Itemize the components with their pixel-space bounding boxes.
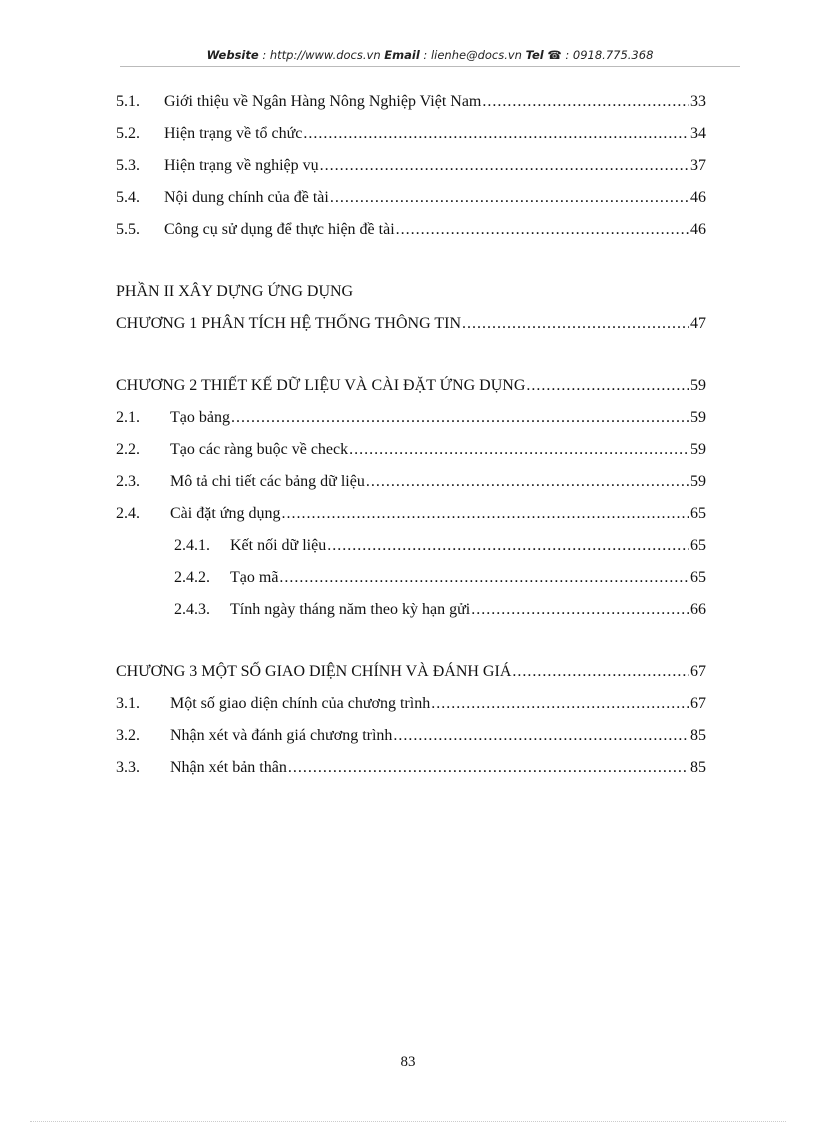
- toc-entry-page: 59: [690, 473, 706, 490]
- chapter-entry: [116, 308, 706, 340]
- toc-entry-page: 37: [690, 157, 706, 174]
- toc-entry-page: 33: [690, 93, 706, 110]
- website-label: Website: [206, 48, 259, 62]
- toc-subentry: [116, 530, 706, 562]
- toc-entry: [116, 688, 706, 720]
- toc-entry-title: Hiện trạng về tổ chức: [164, 125, 303, 142]
- chapter-entry: [116, 656, 706, 688]
- toc-entry-page: 65: [690, 505, 706, 522]
- dot-leader: [366, 466, 689, 498]
- chapter-title: CHƯƠNG 3 MỘT SỐ GIAO DIỆN CHÍNH VÀ ĐÁNH GIÁ: [116, 663, 512, 680]
- toc-entry: [116, 150, 706, 182]
- tel-value: : 0918.775.368: [561, 48, 654, 62]
- toc-entry-number: 3.1.: [116, 695, 140, 712]
- toc-entry: [116, 434, 706, 466]
- toc-entry: [116, 86, 706, 118]
- dot-leader: [512, 656, 689, 688]
- toc-entry-page: 66: [690, 601, 706, 618]
- dot-leader: [349, 434, 689, 466]
- dot-leader: [303, 118, 689, 150]
- page-header: [120, 48, 740, 66]
- toc-entry-page: 34: [690, 125, 706, 142]
- table-of-contents: [116, 86, 706, 784]
- toc-entry-number: 5.3.: [116, 157, 140, 174]
- toc-entry-number: 5.1.: [116, 93, 140, 110]
- toc-subentry: [116, 594, 706, 626]
- part-heading: PHẦN II XÂY DỰNG ỨNG DỤNG: [116, 283, 354, 300]
- email-label: Email: [384, 48, 420, 62]
- phone-icon: ☎: [547, 48, 562, 62]
- dot-leader: [279, 562, 689, 594]
- toc-entry: [116, 118, 706, 150]
- toc-entry-title: Tạo mã: [230, 569, 279, 586]
- chapter-title: CHƯƠNG 2 THIẾT KẾ DỮ LIỆU VÀ CÀI ĐẶT ỨNG DỤNG: [116, 377, 526, 394]
- toc-entry-number: 2.3.: [116, 473, 140, 490]
- dot-leader: [288, 752, 689, 784]
- tel-label: Tel: [525, 48, 544, 62]
- toc-entry-number: 2.1.: [116, 409, 140, 426]
- page-bottom-divider: [30, 1121, 786, 1122]
- toc-entry-title: Nhận xét bản thân: [170, 759, 287, 776]
- toc-entry-number: 5.2.: [116, 125, 140, 142]
- toc-entry: [116, 498, 706, 530]
- toc-entry-number: 3.2.: [116, 727, 140, 744]
- toc-entry-page: 65: [690, 569, 706, 586]
- chapter-entry: [116, 370, 706, 402]
- dot-leader: [327, 530, 689, 562]
- toc-entry-number: 2.4.: [116, 505, 140, 522]
- toc-entry: [116, 182, 706, 214]
- toc-entry-number: 2.4.2.: [174, 569, 210, 586]
- dot-leader: [526, 370, 689, 402]
- toc-entry-title: Tính ngày tháng năm theo kỳ hạn gửi: [230, 601, 471, 618]
- toc-entry: [116, 402, 706, 434]
- toc-entry-page: 85: [690, 727, 706, 744]
- dot-leader: [396, 214, 689, 246]
- toc-entry: [116, 214, 706, 246]
- dot-leader: [330, 182, 689, 214]
- chapter-page: 47: [690, 315, 706, 332]
- toc-entry-title: Công cụ sử dụng để thực hiện đề tài: [164, 221, 395, 238]
- toc-entry-page: 59: [690, 409, 706, 426]
- dot-leader: [462, 308, 689, 340]
- toc-entry: [116, 752, 706, 784]
- toc-entry-title: Hiện trạng về nghiệp vụ: [164, 157, 319, 174]
- dot-leader: [393, 720, 689, 752]
- toc-entry-title: Mô tả chi tiết các bảng dữ liệu: [170, 473, 365, 490]
- toc-entry-title: Giới thiệu về Ngân Hàng Nông Nghiệp Việt Nam: [164, 93, 482, 110]
- toc-entry-page: 65: [690, 537, 706, 554]
- toc-entry-page: 46: [690, 189, 706, 206]
- toc-entry-page: 85: [690, 759, 706, 776]
- toc-entry-number: 2.4.1.: [174, 537, 210, 554]
- dot-leader: [471, 594, 689, 626]
- toc-subentry: [116, 562, 706, 594]
- toc-entry-title: Tạo bảng: [170, 409, 230, 426]
- chapter-page: 67: [690, 663, 706, 680]
- toc-entry-title: Kết nối dữ liệu: [230, 537, 327, 554]
- chapter-title: CHƯƠNG 1 PHÂN TÍCH HỆ THỐNG THÔNG TIN: [116, 315, 462, 332]
- toc-entry-number: 5.5.: [116, 221, 140, 238]
- toc-entry-title: Cài đặt ứng dụng: [170, 505, 281, 522]
- email-value: : lienhe@docs.vn: [419, 48, 526, 62]
- toc-entry-title: Tạo các ràng buộc về check: [170, 441, 349, 458]
- toc-entry-title: Một số giao diện chính của chương trình: [170, 695, 431, 712]
- dot-leader: [281, 498, 689, 530]
- dot-leader: [231, 402, 689, 434]
- toc-entry-number: 3.3.: [116, 759, 140, 776]
- dot-leader: [482, 86, 689, 118]
- dot-leader: [320, 150, 689, 182]
- toc-entry-page: 46: [690, 221, 706, 238]
- toc-entry-title: Nhận xét và đánh giá chương trình: [170, 727, 393, 744]
- toc-entry-number: 5.4.: [116, 189, 140, 206]
- chapter-page: 59: [690, 377, 706, 394]
- toc-entry: [116, 466, 706, 498]
- toc-entry: [116, 720, 706, 752]
- website-value: : http://www.docs.vn: [258, 48, 385, 62]
- toc-entry-title: Nội dung chính của đề tài: [164, 189, 329, 206]
- header-divider: [120, 66, 740, 67]
- dot-leader: [431, 688, 689, 720]
- page-number: 83: [400, 1054, 416, 1070]
- toc-entry-page: 67: [690, 695, 706, 712]
- toc-entry-number: 2.4.3.: [174, 601, 210, 618]
- toc-entry-number: 2.2.: [116, 441, 140, 458]
- toc-entry-page: 59: [690, 441, 706, 458]
